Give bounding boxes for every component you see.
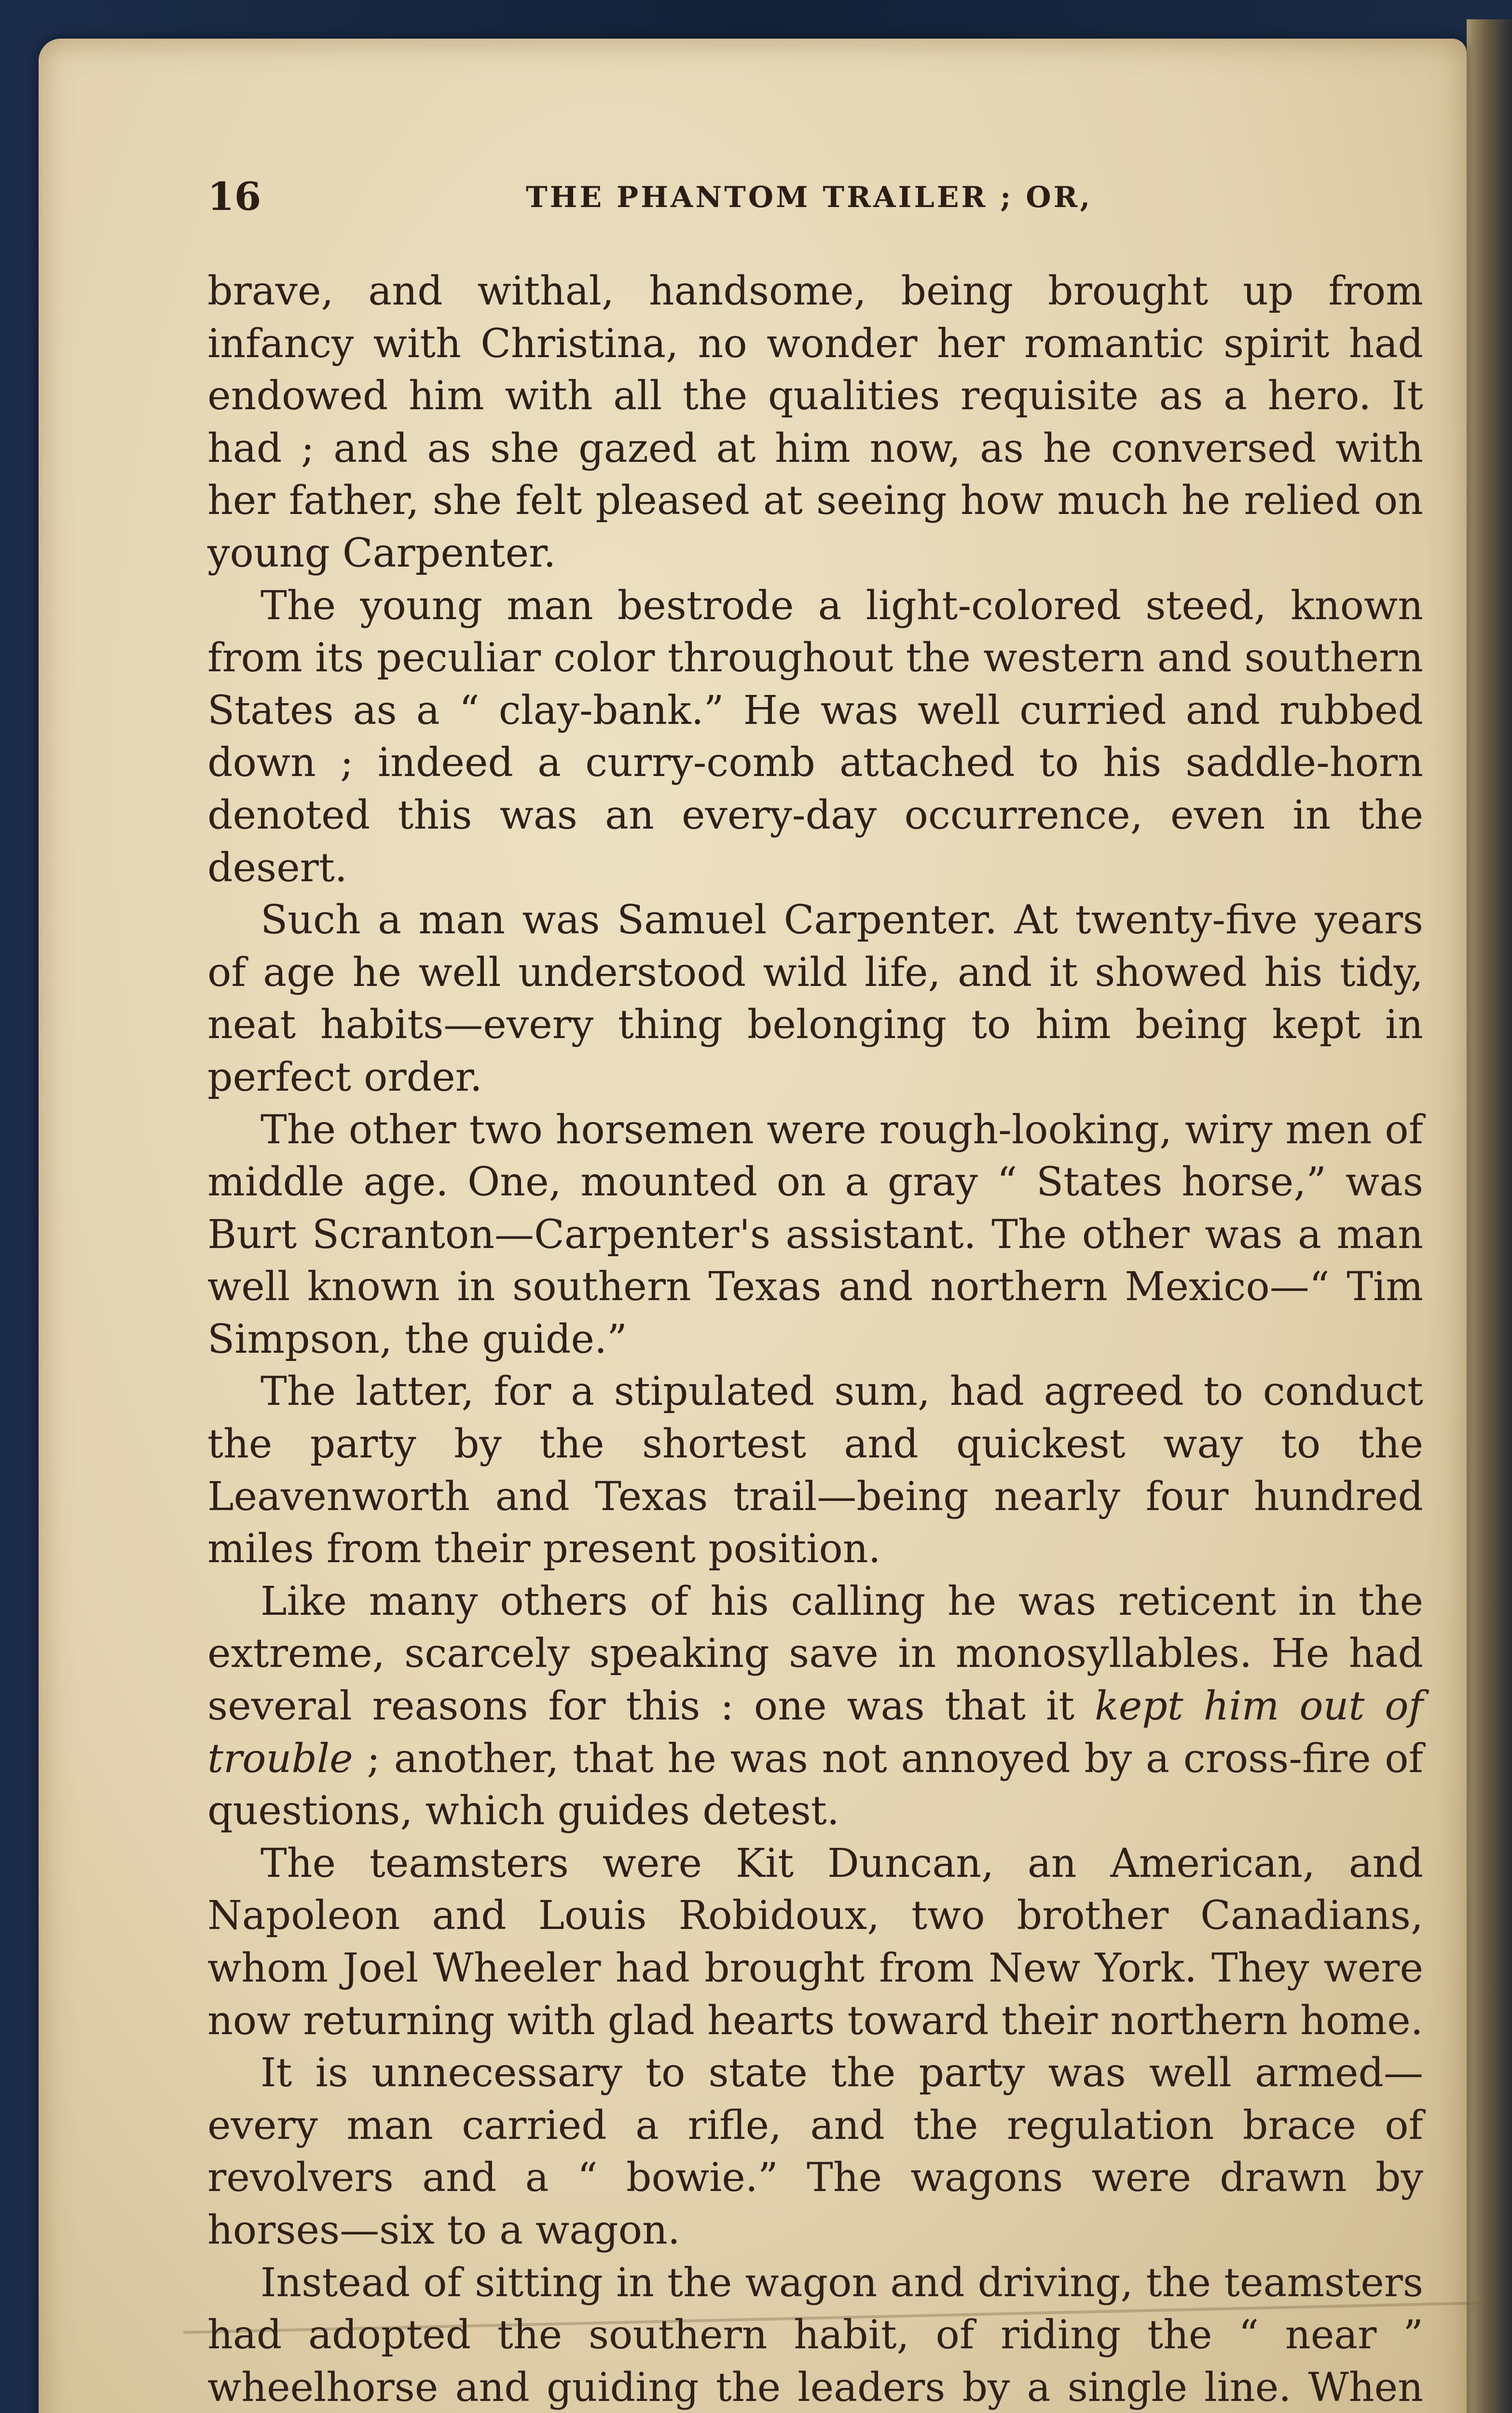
running-title: THE PHANTOM TRAILER ; OR, [526,180,1093,214]
paragraph-3: Such a man was Samuel Carpenter. At twenty-five years of age he well understood wild life, and it showed his tidy, neat habits—every thing belonging to him being kept in perfect order. [207,897,1423,1100]
paragraph-8: It is unnecessary to state the party was well armed—every man carried a rifle, and the regulation brace of revolvers and a “ bowie.” The wagons were drawn by horses—six to a wagon. [207,2050,1423,2253]
paragraph-7: The teamsters were Kit Duncan, an American, and Napoleon and Louis Robidoux, two brother Canadians, whom Joel Wheeler had brought from New York. They were now returning with glad hearts toward their northern home. [207,1840,1423,2044]
paragraph-5: The latter, for a stipulated sum, had agreed to conduct the party by the shortest and quickest way to the Leavenworth and Texas trail—being nearly four hundred miles from their present position. [207,1369,1423,1572]
paragraph-6-text-a: Like many others of his calling he was reticent in the extreme, scarcely speaking save in monosyllables. He had several reasons for this : one was that it [207,1578,1423,1730]
paragraph-6-text-b: ; another, that he was not annoyed by a cross-fire of questions, which guides detest. [207,1735,1423,1834]
page-number: 16 [207,174,261,219]
paragraph-4: The other two horsemen were rough-looking, wiry men of middle age. One, mounted on a gray “ States horse,” was Burt Scranton—Carpenter's assistant. The other was a man well known in southern Texas and northern Mexico—“ Tim Simpson, the guide.” [207,1107,1423,1362]
page-content [207,174,1423,2413]
paragraph-6-italic: kept him out of trouble [207,1683,1424,1782]
paragraph-1: brave, and withal, handsome, being brought up from infancy with Christina, no wonder her romantic spirit had endowed him with all the qualities requisite as a hero. It had ; and as she gazed at him now, as he conversed with her father, she felt pleased at seeing how much he relied on young Carpenter. [207,268,1423,576]
body-text [207,265,1423,2413]
paragraph-2: The young man bestrode a light-colored steed, known from its peculiar color throughout the western and southern States as a “ clay-bank.” He was well curried and rubbed down ; indeed a curry-comb attached to his saddle-horn denoted this was an every-day occurrence, even in the desert. [207,582,1423,891]
page-edge [1467,19,1512,2413]
paragraph-9: Instead of sitting in the wagon and driving, the teamsters had adopted the southern habit, of riding the “ near ” wheelhorse and guiding the leaders by a single line. When [207,2260,1423,2411]
paragraph-6 [207,1576,1423,1838]
page-header [207,174,1423,232]
